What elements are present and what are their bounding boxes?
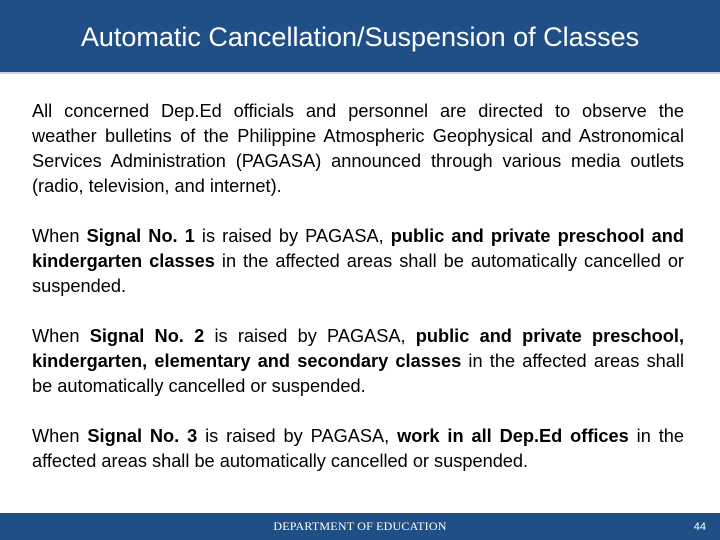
text-run: is raised by PAGASA, <box>197 426 398 446</box>
paragraph <box>32 99 684 199</box>
slide-title: Automatic Cancellation/Suspension of Classes <box>80 22 640 52</box>
page-number: 44 <box>693 521 706 533</box>
slide-body <box>32 99 684 474</box>
text-run: When <box>32 426 88 446</box>
text-run: is raised by PAGASA, <box>194 226 391 246</box>
bold-text: work in all Dep.Ed offices <box>397 426 629 446</box>
bold-text: public and private preschool, kindergarten, elementary and secondary classes <box>32 326 685 371</box>
text-run: When <box>32 326 90 346</box>
text-run: in the affected areas shall be automatically cancelled or suspended. <box>32 426 685 471</box>
bold-text: Signal No. 1 <box>86 226 195 246</box>
bold-text: Signal No. 2 <box>89 326 205 346</box>
text-run: When <box>32 226 87 246</box>
text-run: is raised by PAGASA, <box>204 326 416 346</box>
paragraph <box>32 424 684 474</box>
bold-text: public and private preschool and kindergarten classes <box>32 226 684 271</box>
bold-text: Signal No. 3 <box>87 426 198 446</box>
paragraph <box>32 324 684 399</box>
footer-bar <box>0 513 720 540</box>
text-run: in the affected areas shall be automatically cancelled or suspended. <box>32 251 684 296</box>
paragraph <box>32 224 684 299</box>
text-run: in the affected areas shall be automatically cancelled or suspended. <box>32 351 684 396</box>
text-run: All concerned Dep.Ed officials and personnel are directed to observe the weather bulletins of the Philippine Atmospheric Geophysical and Astronomical Services Administration (PAGASA) announced through various media outlets (radio, television, and internet). <box>32 101 684 196</box>
title-bar <box>0 0 720 74</box>
footer-organization: DEPARTMENT OF EDUCATION <box>273 519 447 533</box>
